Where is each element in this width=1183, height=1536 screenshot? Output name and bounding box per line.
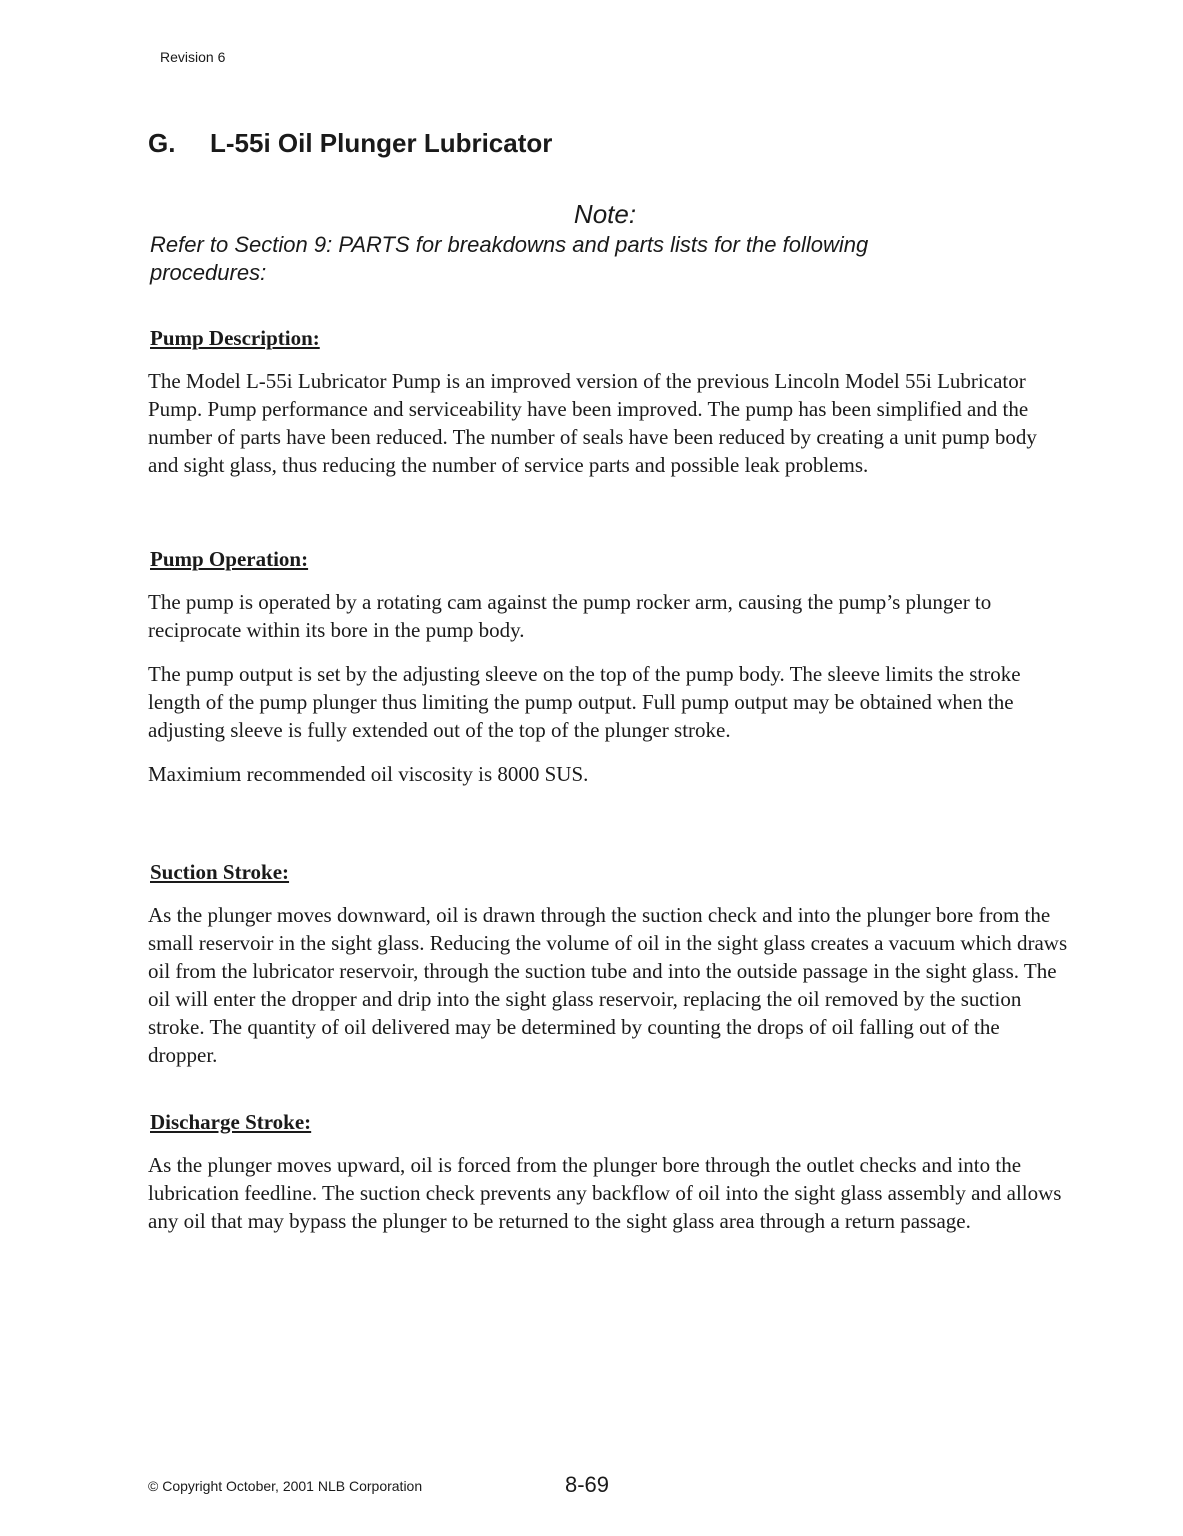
paragraph: Maximium recommended oil viscosity is 8000 SUS.: [148, 762, 589, 786]
section-heading: Pump Operation:: [150, 547, 309, 571]
copyright-notice: © Copyright October, 2001 NLB Corporation: [148, 1478, 423, 1494]
revision-label: Revision 6: [160, 49, 226, 65]
section-heading: Pump Description:: [150, 326, 320, 350]
section-pump-description: [148, 326, 1068, 495]
section-suction-stroke: [148, 860, 1068, 1085]
section-heading: Discharge Stroke:: [150, 1110, 312, 1134]
section-letter: G.: [148, 128, 176, 158]
note-text: Refer to Section 9: PARTS for breakdowns and parts lists for the following procedures:: [150, 232, 869, 285]
title-text: L-55i Oil Plunger Lubricator: [210, 128, 553, 158]
section-heading: Suction Stroke:: [150, 860, 290, 884]
paragraph: As the plunger moves upward, oil is forced from the plunger bore through the outlet checks and into the lubrication feedline. The suction check prevents any backflow of oil into the sight glass assembly and allows any oil that may bypass the plunger to be returned to the sight glass area through a return passage.: [148, 1153, 1062, 1233]
paragraph: The Model L-55i Lubricator Pump is an improved version of the previous Lincoln Model 55i Lubricator Pump. Pump performance and serviceability have been improved. The pump has been simplified and the number of parts have been reduced. The number of seals have been reduced by creating a unit pump body and sight glass, thus reducing the number of service parts and possible leak problems.: [148, 369, 1037, 477]
page-number: 8-69: [565, 1472, 610, 1497]
page-title: [148, 128, 552, 159]
section-pump-operation: [148, 547, 1068, 804]
note-label: Note:: [573, 199, 637, 229]
paragraph: The pump output is set by the adjusting sleeve on the top of the pump body. The sleeve limits the stroke length of the pump plunger thus limiting the pump output. Full pump output may be obtained when the adjusting sleeve is fully extended out of the top of the plunger stroke.: [148, 662, 1021, 742]
paragraph: The pump is operated by a rotating cam against the pump rocker arm, causing the pump’s plunger to reciprocate within its bore in the pump body.: [148, 590, 992, 642]
paragraph: As the plunger moves downward, oil is drawn through the suction check and into the plunger bore from the small reservoir in the sight glass. Reducing the volume of oil in the sight glass creates a vacuum which draws oil from the lubricator reservoir, through the suction tube and into the outside passage in the sight glass. The oil will enter the dropper and drip into the sight glass reservoir, replacing the oil removed by the suction stroke. The quantity of oil delivered may be determined by counting the drops of oil falling out of the dropper.: [148, 903, 1068, 1067]
section-discharge-stroke: [148, 1110, 1068, 1251]
